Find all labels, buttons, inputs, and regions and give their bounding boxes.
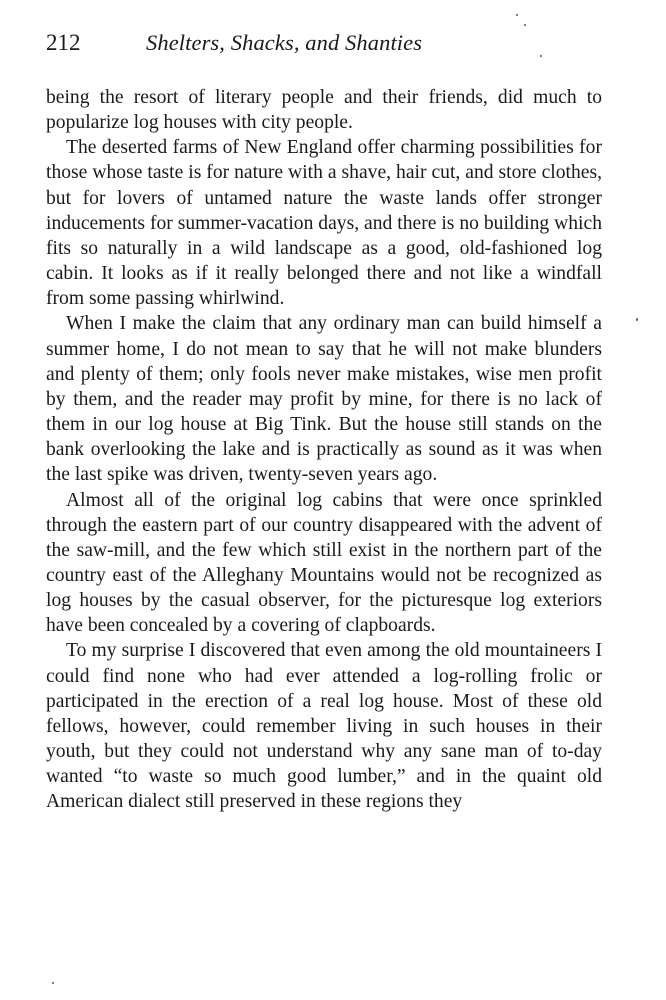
scan-speck <box>540 55 542 57</box>
paragraph-new-england: The deserted farms of New England offer charming possibilities for those whose taste is for nature with a shave, hair cut, and store clothes, but for lovers of untamed nature the waste lands offer stronger inducements for summer-vacation days, and there is no building which fits so naturally in a wild landscape as a good, old-fashioned log cabin. It looks as if it really belonged there and not like a windfall from some passing whirlwind. <box>46 137 602 310</box>
scan-speck <box>524 24 526 26</box>
body-text <box>46 85 602 815</box>
paragraph-mountaineers: To my surprise I discovered that even among the old mountaineers I could find none who had ever attended a log-rolling frolic or participated in the erection of a real log house. Most of these old fellows, however, could remember living in such houses in their youth, but they could not understand why any sane man of to-day wanted “to waste so much good lumber,” and in the quaint old American dialect still preserved in these regions they <box>46 640 602 813</box>
running-title: Shelters, Shacks, and Shanties <box>146 30 423 55</box>
scan-speck <box>516 14 518 16</box>
paragraph-summer-home: When I make the claim that any ordinary man can build himself a summer home, I do not mean to say that he will not make blunders and plenty of them; only fools never make mistakes, wise men profit by them, and the reader may profit by mine, for there is no lack of them in our log house at Big Tink. But the house still stands on the bank overlooking the lake and is practically as sound as it was when the last spike was driven, twenty-seven years ago. <box>46 313 602 486</box>
page-header <box>46 30 606 60</box>
scan-speck <box>636 318 638 321</box>
paragraph-continued: being the resort of literary people and their friends, did much to popularize log houses with city people. <box>46 87 602 134</box>
paragraph-log-cabins: Almost all of the original log cabins that were once sprinkled through the eastern part of our country disappeared with the advent of the saw-mill, and the few which still exist in the northern part of the country east of the Alleghany Mountains would not be recognized as log houses by the casual observer, for the picturesque log exteriors have been concealed by a covering of clapboards. <box>46 489 602 637</box>
page-number: 212 <box>46 30 81 55</box>
scan-speck <box>52 982 54 984</box>
